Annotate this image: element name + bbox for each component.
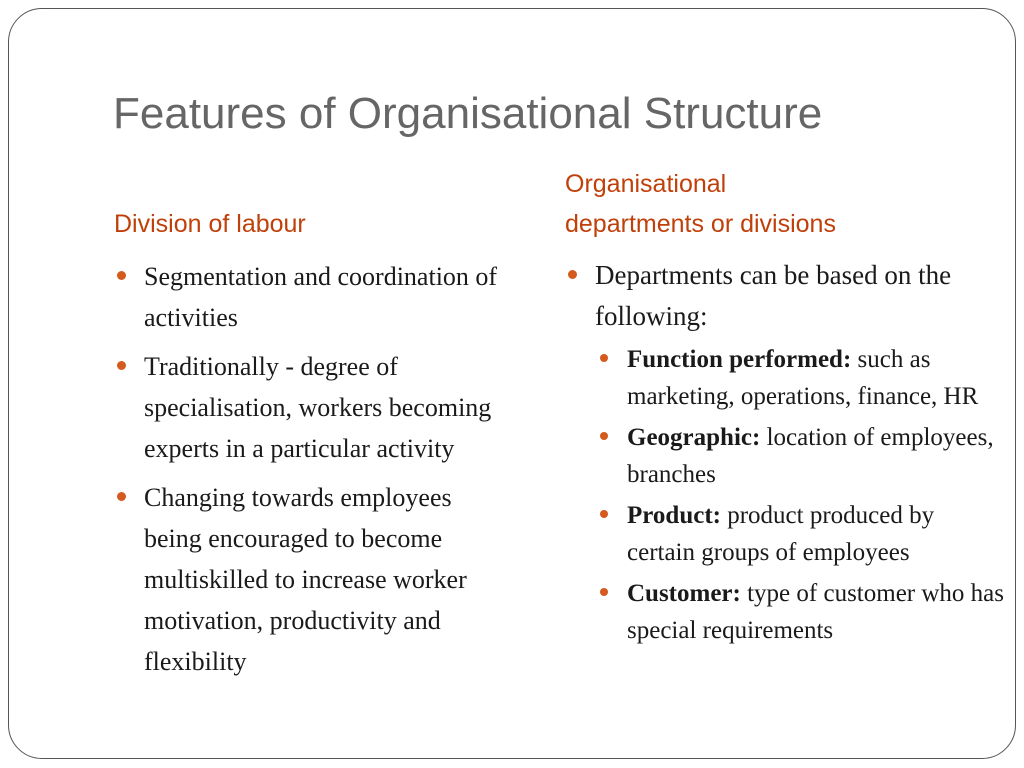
right-sub-bullet-list	[595, 341, 1005, 649]
slide-title: Features of Organisational Structure	[113, 89, 823, 138]
bullet-dot-icon	[117, 492, 126, 501]
sub-bullet-term: Customer:	[627, 580, 741, 607]
left-bullet-text: Traditionally - degree of specialisation, workers becoming experts in a particular activity	[144, 352, 492, 463]
right-heading-line-1: Organisational	[565, 170, 727, 198]
left-column-heading	[114, 204, 306, 244]
right-bullet-list	[565, 255, 1005, 649]
left-bullet-text: Changing towards employees being encouraged to become multiskilled to increase worker motivation, productivity and flexibility	[144, 483, 467, 676]
sub-bullet-text: product produced by certain groups of employees	[627, 502, 935, 566]
sub-bullet-text: location of employees, branches	[627, 424, 994, 488]
bullet-dot-icon	[600, 354, 608, 362]
bullet-dot-icon	[600, 510, 608, 518]
left-bullet-item	[114, 477, 514, 682]
sub-bullet-text: type of customer who has special requirements	[627, 580, 1004, 644]
bullet-dot-icon	[117, 361, 126, 370]
left-heading-text: Division of labour	[114, 210, 306, 238]
sub-bullet-term: Geographic:	[627, 424, 761, 451]
sub-bullet-item	[595, 497, 1005, 571]
sub-bullet-term: Function performed:	[627, 346, 852, 373]
sub-bullet-item	[595, 575, 1005, 649]
left-bullet-item	[114, 256, 514, 338]
left-bullet-item	[114, 346, 514, 469]
bullet-dot-icon	[600, 588, 608, 596]
right-heading-line-2: departments or divisions	[565, 210, 836, 238]
sub-bullet-item	[595, 341, 1005, 415]
bullet-dot-icon	[600, 432, 608, 440]
left-bullet-list	[114, 256, 514, 690]
left-bullet-text: Segmentation and coordination of activities	[144, 262, 498, 332]
right-column-heading	[565, 164, 836, 244]
sub-bullet-item	[595, 419, 1005, 493]
right-intro-text: Departments can be based on the following:	[595, 260, 952, 331]
bullet-dot-icon	[568, 270, 577, 279]
bullet-dot-icon	[117, 271, 126, 280]
right-bullet-item	[565, 255, 1005, 649]
sub-bullet-text: such as marketing, operations, finance, HR	[627, 346, 979, 410]
sub-bullet-term: Product:	[627, 502, 721, 529]
